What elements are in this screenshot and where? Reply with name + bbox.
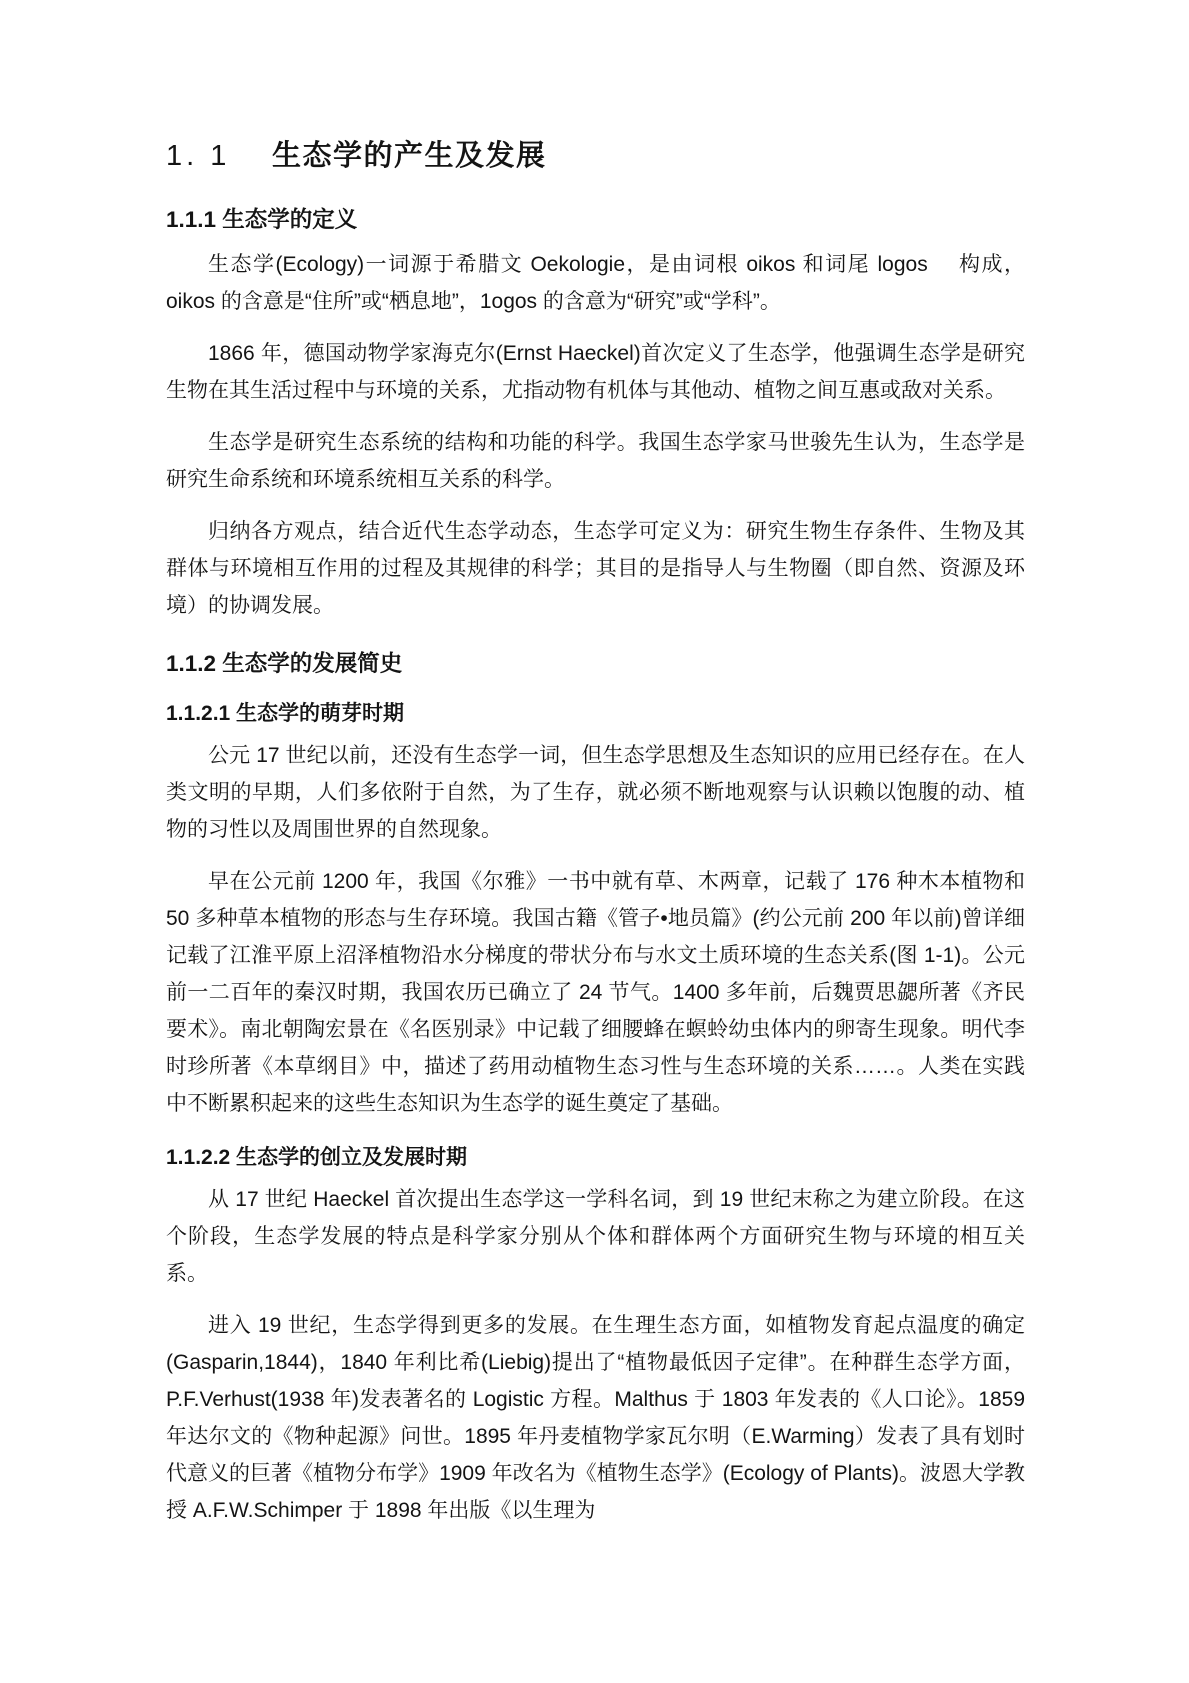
subsection-heading-1-1-2-2: 1.1.2.2 生态学的创立及发展时期 (166, 1146, 468, 1169)
paragraph-modern-definition: 归纳各方观点，结合近代生态学动态，生态学可定义为：研究生物生存条件、生物及其群体与环境相互作用的过程及其规律的科学；其目的是指导人与生物圈（即自然、资源及环境）的协调发展。 (166, 520, 1025, 617)
paragraph-ancient-china-records: 早在公元前 1200 年，我国《尔雅》一书中就有草、木两章，记载了 176 种木本植物和 50 多种草本植物的形态与生存环境。我国古籍《管子•地员篇》(约公元前 200 年以前)曾详细记载了江淮平原上沼泽植物沿水分梯度的带状分布与水文土质环境的生态关系(图 1-1)。公元前一二百年的秦汉时期，我国农历已确立了 24 节气。1400 多年前，后魏贾思勰所著《齐民要术》。南北朝陶宏景在《名医别录》中记载了细腰蜂在螟蛉幼虫体内的卵寄生现象。明代李时珍所著《本草纲目》中，描述了药用动植物生态习性与生态环境的关系……。人类在实践中不断累积起来的这些生态知识为生态学的诞生奠定了基础。 (166, 870, 1025, 1115)
paragraph-definition-origin: 生态学(Ecology)一词源于希腊文 Oekologie，是由词根 oikos 和词尾 logos 构成，oikos 的含意是“住所”或“栖息地”，1ogos 的含意为“研究”或“学科”。 (166, 253, 1025, 313)
chapter-title-number: 1. 1 (166, 140, 231, 172)
paragraph-ma-shijun: 生态学是研究生态系统的结构和功能的科学。我国生态学家马世骏先生认为，生态学是研究生命系统和环境系统相互关系的科学。 (166, 431, 1025, 491)
paragraph-19th-century-development: 进入 19 世纪，生态学得到更多的发展。在生理生态方面，如植物发育起点温度的确定(Gasparin,1844)，1840 年利比希(Liebig)提出了“植物最低因子定律”。在种群生态学方面，P.F.Verhust(1938 年)发表著名的 Logistic 方程。Malthus 于 1803 年发表的《人口论》。1859 年达尔文的《物种起源》问世。1895 年丹麦植物学家瓦尔明（E.Warming）发表了具有划时代意义的巨著《植物分布学》1909 年改名为《植物生态学》(Ecology of Plants)。波恩大学教授 A.F.W.Schimper 于 1898 年出版《以生理为 (166, 1314, 1025, 1522)
section-heading-1-1-1: 1.1.1 生态学的定义 (166, 207, 358, 232)
paragraph-haeckel-1866: 1866 年，德国动物学家海克尔(Ernst Haeckel)首次定义了生态学，他强调生态学是研究生物在其生活过程中与环境的关系，尤指动物有机体与其他动、植物之间互惠或敌对关系。 (166, 342, 1025, 402)
chapter-title-text: 生态学的产生及发展 (271, 140, 547, 172)
section-heading-1-1-2: 1.1.2 生态学的发展简史 (166, 651, 403, 676)
paragraph-establishment-stage: 从 17 世纪 Haeckel 首次提出生态学这一学科名词，到 19 世纪末称之为建立阶段。在这个阶段，生态学发展的特点是科学家分别从个体和群体两个方面研究生物与环境的相互关系。 (166, 1188, 1025, 1285)
chapter-title (166, 138, 1025, 174)
paragraph-before-17th-century: 公元 17 世纪以前，还没有生态学一词，但生态学思想及生态知识的应用已经存在。在人类文明的早期，人们多依附于自然，为了生存，就必须不断地观察与认识赖以饱腹的动、植物的习性以及周围世界的自然现象。 (166, 744, 1025, 841)
subsection-heading-1-1-2-1: 1.1.2.1 生态学的萌芽时期 (166, 702, 405, 725)
